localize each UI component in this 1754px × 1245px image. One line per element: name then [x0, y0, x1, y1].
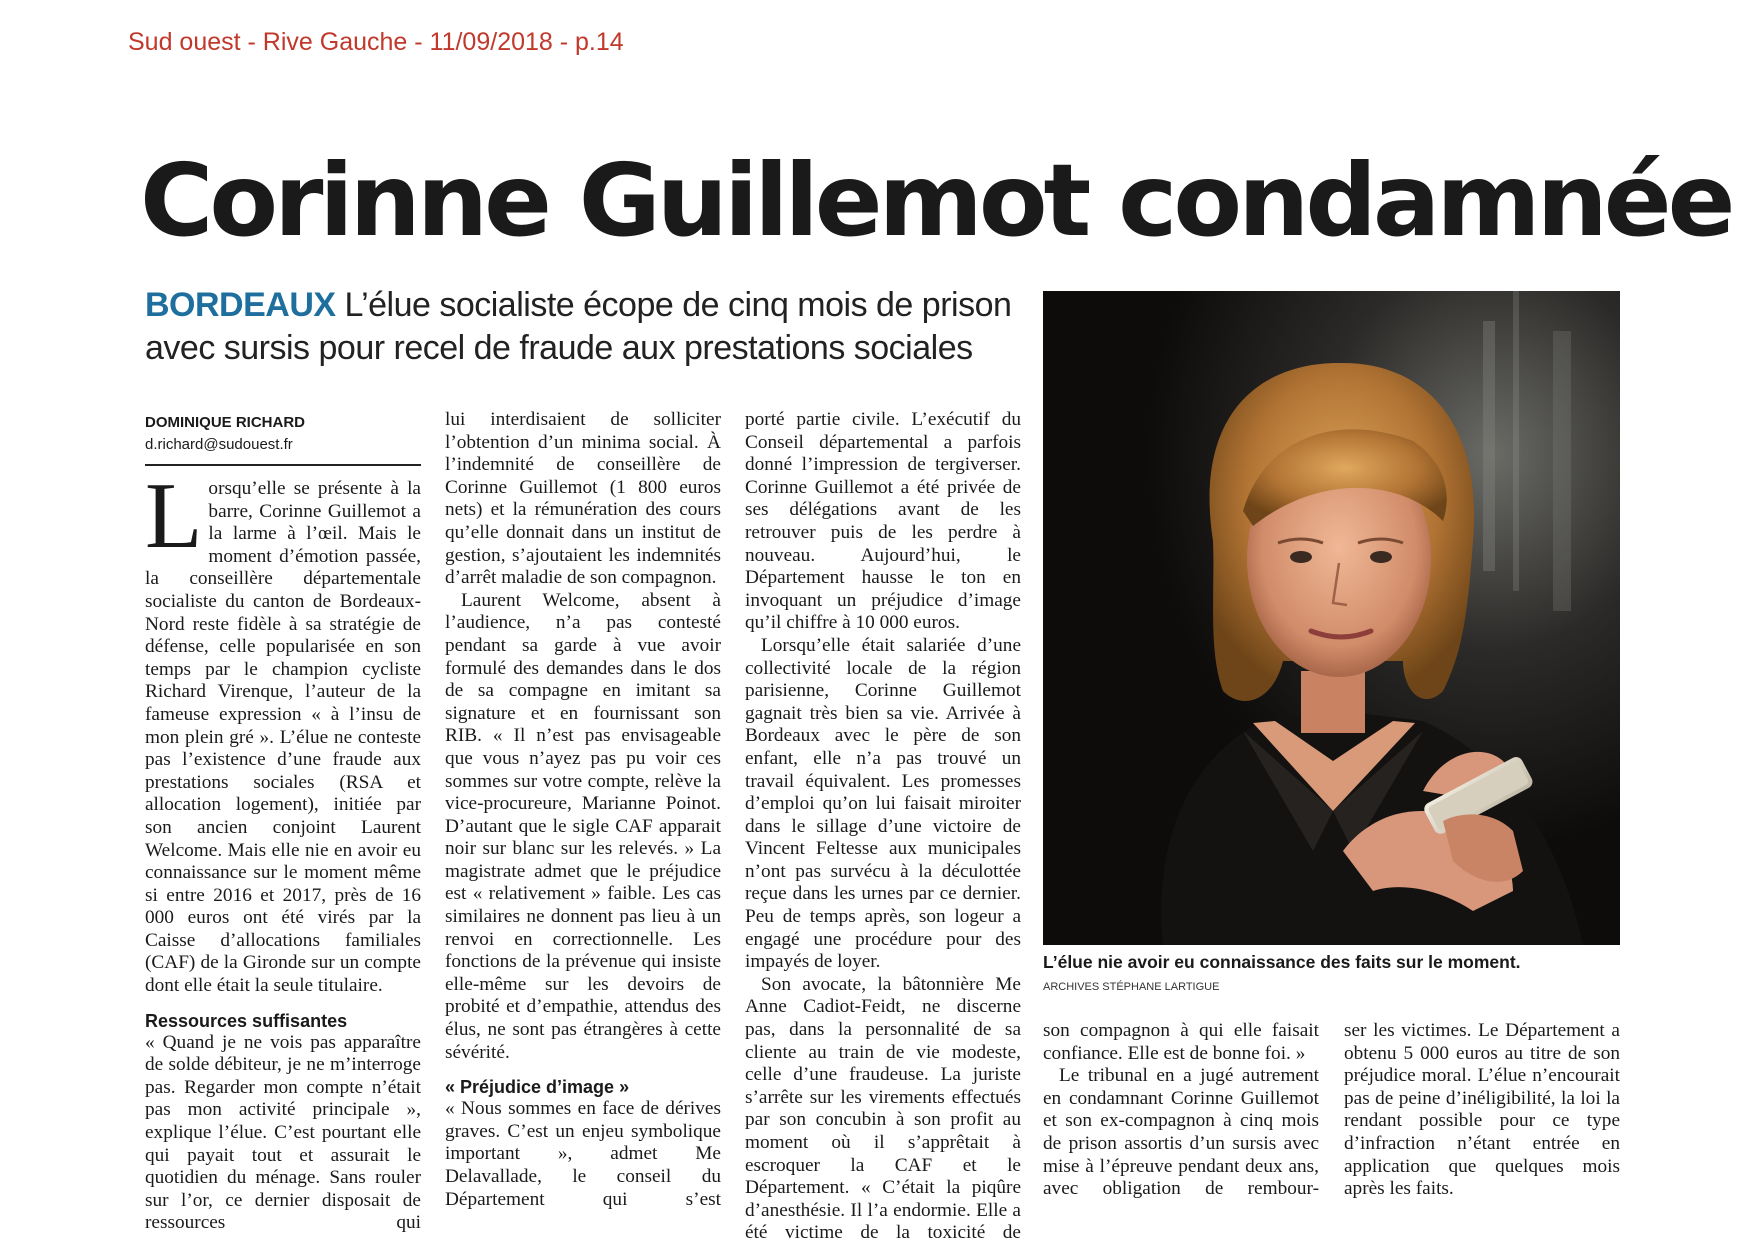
headline: Corinne Guillemot condamnée [140, 142, 1732, 259]
deck [145, 284, 1025, 370]
paragraph: Le tribunal en a jugé autrement en condamnant Corinne Guillemot et son ex-compagnon à cinq mois de prison assortis d’un sursis avec mise à l’épreuve pendant deux ans, avec obligation de rembour- [1043, 1065, 1319, 1200]
column-3 [745, 409, 1021, 1245]
portrait-photo [1043, 291, 1620, 945]
paragraph: « Quand je ne vois pas apparaître de solde débiteur, je ne m’interroge pas. Regarder mon compte n’était pas mon activité principale », explique l’élue. C’est pourtant elle qui payait tout et assurait le quotidien du ménage. Sans rouler sur l’or, ce dernier disposait de ressources qui [145, 1031, 421, 1234]
byline-author: DOMINIQUE RICHARD [145, 414, 305, 431]
drop-cap: L [145, 464, 203, 568]
paragraph: ser les victimes. Le Département a obtenu 5 000 euros au titre de son préjudice moral. L’élue n’encourait pas de peine d’inéligibilité, la loi la rendant possible pour ce type d’infraction n’étant entrée en application que quelques mois après les faits. [1344, 1020, 1620, 1200]
subheading: « Préjudice d’image » [445, 1077, 630, 1098]
subheading: Ressources suffisantes [145, 1010, 348, 1031]
paragraph: « Nous sommes en face de dérives graves. C’est un enjeu symbolique important », admet Me Delavallade, le conseil du Département qui s’est [445, 1098, 721, 1210]
photo-caption: L’élue nie avoir eu connaissance des faits sur le moment. [1043, 952, 1521, 972]
column-2 [445, 409, 721, 1211]
column-5 [1344, 1020, 1620, 1201]
paragraph: porté partie civile. L’exécutif du Conseil départemental a parfois donné l’impression de tergiverser. Corinne Guillemot a été privée de ses délégations avant de les retrouver puis de les perdre à nouveau. Aujourd’hui, le Département hausse le ton en invoquant un préjudice d’image qu’il chiffre à 10 000 euros. [745, 409, 1021, 634]
column-4 [1043, 1020, 1319, 1201]
deck-kicker: BORDEAUX [145, 286, 336, 324]
portrait-illustration [1043, 291, 1620, 945]
paragraph: Laurent Welcome, absent à l’audience, n’a pas contesté pendant sa garde à vue avoir formulé des demandes dans le dos de sa compagne en imitant sa signature et en fournissant son RIB. « Il n’est pas envisageable que vous n’ayez pas pu voir ces sommes sur votre compte, relève la vice-procureure, Marianne Poinot. D’autant que le sigle CAF apparait noir sur blanc sur les relevés. » La magistrate admet que le préjudice est « relativement » faible. Les cas similaires ne donnent pas lieu à un renvoi en correctionnelle. Les fonctions de la prévenue qui insiste elle-même sur les devoirs de probité et d’empathie, attendus des élus, ne sont pas étrangères à cette sévérité. [445, 589, 721, 1063]
paragraph: Lorsqu’elle était salariée d’une collectivité locale de la région parisienne, Corinne Guillemot gagnait très bien sa vie. Arrivée à Bordeaux avec le père de son enfant, elle n’a pas trouvé un travail équivalent. Les promesses d’emploi qu’on lui faisait miroiter dans le sillage d’une victoire de Vincent Feltesse aux municipales n’ont pas survécu à la déculottée reçue dans les urnes par ce dernier. Peu de temps après, son logeur a engagé une procédure pour des impayés de loyer. [745, 634, 1021, 973]
deck-text: L’élue socialiste écope de cinq mois de prison avec sursis pour recel de fraude aux prestations sociales [145, 286, 1012, 367]
photo-credit: ARCHIVES STÉPHANE LARTIGUE [1043, 981, 1220, 993]
source-line: Sud ouest - Rive Gauche - 11/09/2018 - p.14 [128, 28, 624, 56]
column-1 [145, 412, 421, 1235]
paragraph: Son avocate, la bâtonnière Me Anne Cadiot-Feidt, ne discerne pas, dans la personnalité de sa cliente au train de vie modeste, celle d’une fraudeuse. La juriste s’arrête sur les virements effectués par son concubin à son profit au moment où il s’apprêtait à escroquer la CAF et le Département. « C’était la piqûre d’anesthésie. Il l’a endormie. Elle a été victime de la toxicité de [745, 973, 1021, 1244]
byline-email: d.richard@sudouest.fr [145, 436, 293, 453]
paragraph: lui interdisaient de solliciter l’obtention d’un minima social. À l’indemnité de conseillère de Corinne Guillemot (1 800 euros nets) et la rémunération des cours qu’elle donnait dans un institut de gestion, s’ajoutaient les indemnités d’arrêt maladie de son compagnon. [445, 409, 721, 589]
paragraph: Lorsqu’elle se présente à la barre, Corinne Guillemot a la larme à l’œil. Mais le moment d’émotion passée, la conseillère départementale socialiste du canton de Bordeaux-Nord reste fidèle à sa stratégie de défense, celle popularisée en son temps par le champion cycliste Richard Virenque, l’auteur de la fameuse expression « à l’insu de mon plein gré ». L’élue ne conteste pas l’existence d’une fraude aux prestations sociales (RSA et allocation logement), initiée par son ancien conjoint Laurent Welcome. Mais elle nie en avoir eu connaissance sur le moment même si entre 2016 et 2017, près de 16 000 euros ont été virés par la Caisse d’allocations familiales (CAF) de la Gironde sur un compte dont elle était la seule titulaire. [145, 464, 421, 997]
paragraph: son compagnon à qui elle faisait confiance. Elle est de bonne foi. » [1043, 1020, 1319, 1064]
